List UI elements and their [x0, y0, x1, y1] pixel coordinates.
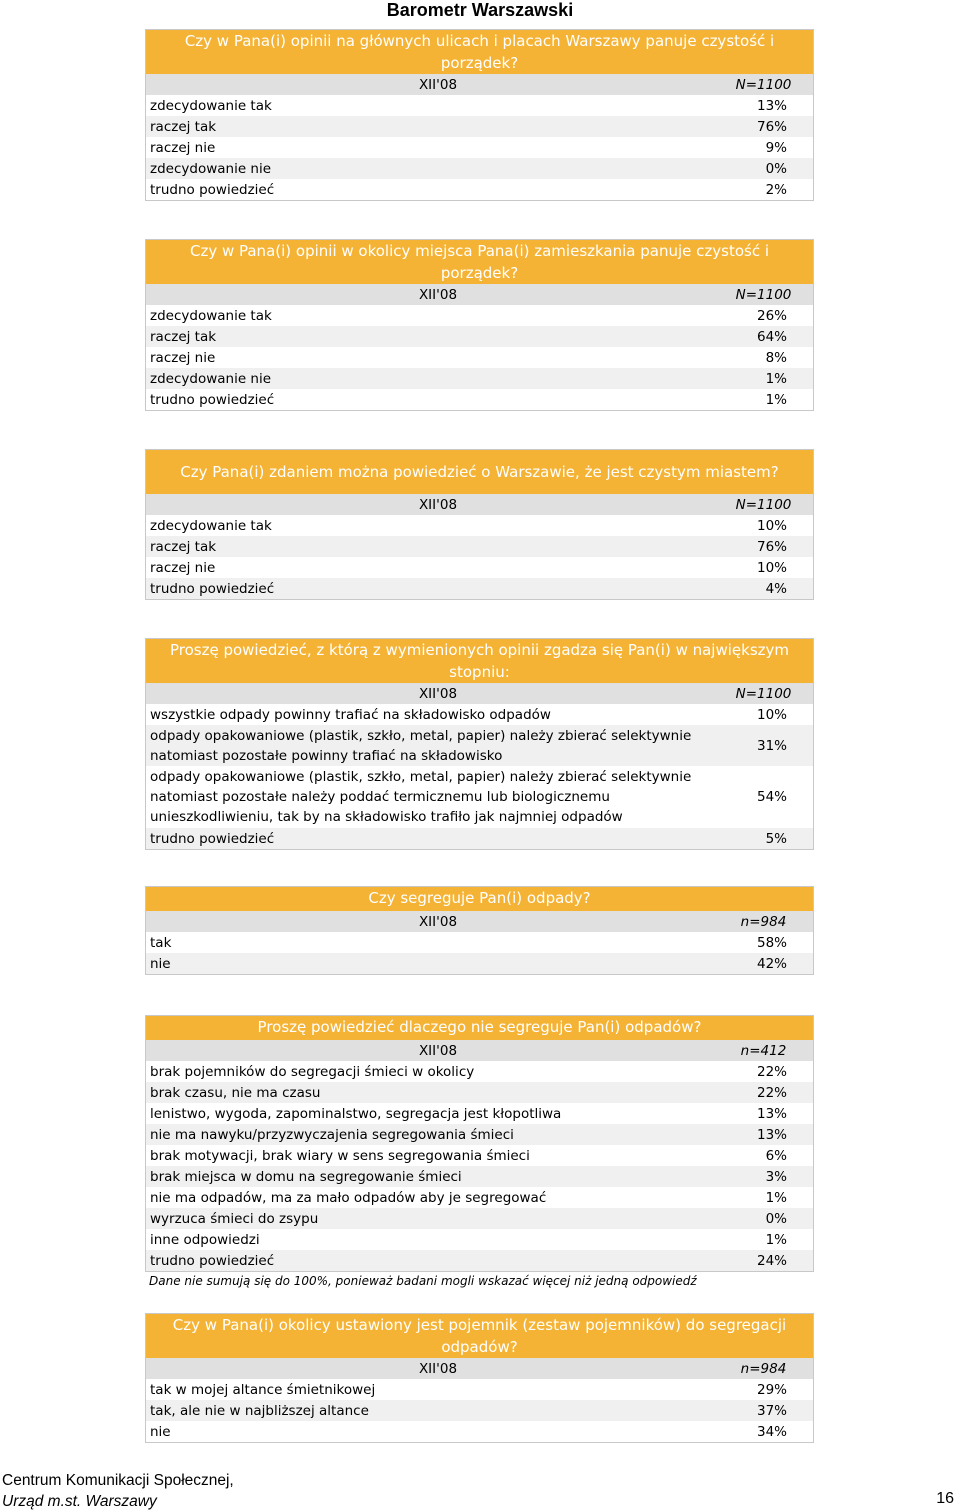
answer-label: wszystkie odpady powinny trafiać na składowisko odpadów: [150, 706, 551, 723]
answer-value: 76%: [756, 118, 787, 135]
answer-label: raczej tak: [150, 328, 217, 345]
table-row: [146, 179, 813, 200]
survey-period: XII'08: [418, 913, 458, 930]
answer-label: lenistwo, wygoda, zapominalstwo, segregacja jest kłopotliwa: [150, 1105, 562, 1122]
answer-value: 1%: [765, 1189, 787, 1206]
answer-label: raczej nie: [150, 139, 216, 156]
table-row: [146, 158, 813, 179]
answer-label: trudno powiedzieć: [150, 391, 275, 408]
sample-size: n=984: [740, 913, 787, 930]
table-row: [146, 536, 813, 557]
table-row: [146, 389, 813, 410]
question-header: Czy Pana(i) zdaniem można powiedzieć o Warszawie, że jest czystym miastem?: [146, 450, 813, 494]
survey-table-neighbourhood-cleanliness: [145, 239, 814, 411]
table-row: [146, 368, 813, 389]
meta-row: [146, 911, 813, 932]
answer-label: nie ma odpadów, ma za mało odpadów aby je segregować: [150, 1189, 547, 1206]
question-header: Proszę powiedzieć dlaczego nie segreguje Pan(i) odpadów?: [146, 1016, 813, 1040]
answer-value: 10%: [756, 706, 787, 723]
table-row: [146, 347, 813, 368]
answer-label: zdecydowanie tak: [150, 307, 272, 324]
answer-label: wyrzuca śmieci do zsypu: [150, 1210, 319, 1227]
sample-size: N=1100: [735, 685, 792, 702]
table-row: [146, 1061, 813, 1082]
answer-value: 2%: [765, 181, 787, 198]
footer-line-office: Urząd m.st. Warszawy: [2, 1493, 157, 1510]
answer-value: 31%: [756, 737, 787, 754]
sample-size: n=412: [740, 1042, 787, 1059]
answer-value: 76%: [756, 538, 787, 555]
answer-label: zdecydowanie tak: [150, 517, 272, 534]
table-row: [146, 932, 813, 953]
survey-period: XII'08: [418, 685, 458, 702]
table-row: [146, 1166, 813, 1187]
survey-table-container-availability: [145, 1313, 814, 1443]
survey-period: XII'08: [418, 286, 458, 303]
footnote: Dane nie sumują się do 100%, ponieważ badani mogli wskazać więcej niż jedną odpowiedź: [149, 1274, 697, 1288]
answer-label: raczej tak: [150, 118, 217, 135]
answer-label: trudno powiedzieć: [150, 830, 275, 847]
answer-value: 58%: [756, 934, 787, 951]
answer-value: 1%: [765, 391, 787, 408]
answer-label: zdecydowanie nie: [150, 370, 272, 387]
survey-period: XII'08: [418, 1360, 458, 1377]
sample-size: N=1100: [735, 76, 792, 93]
answer-value: 5%: [765, 830, 787, 847]
answer-value: 13%: [756, 1105, 787, 1122]
table-row: [146, 1187, 813, 1208]
survey-table-clean-city: [145, 449, 814, 600]
table-row: [146, 766, 813, 828]
survey-table-segregates: [145, 886, 814, 975]
survey-period: XII'08: [418, 76, 458, 93]
meta-row: [146, 284, 813, 305]
sample-size: n=984: [740, 1360, 787, 1377]
answer-label: raczej nie: [150, 559, 216, 576]
answer-label: raczej nie: [150, 349, 216, 366]
answer-label: brak pojemników do segregacji śmieci w okolicy: [150, 1063, 475, 1080]
table-row: [146, 578, 813, 599]
answer-label: brak motywacji, brak wiary w sens segregowania śmieci: [150, 1147, 530, 1164]
meta-row: [146, 74, 813, 95]
answer-value: 9%: [765, 139, 787, 156]
table-row: [146, 1103, 813, 1124]
footer-line-organization: Centrum Komunikacji Społecznej,: [2, 1472, 234, 1489]
answer-value: 26%: [756, 307, 787, 324]
answer-value: 1%: [765, 1231, 787, 1248]
page-number: 16: [936, 1490, 954, 1507]
answer-label: nie: [150, 1423, 171, 1440]
table-row: [146, 305, 813, 326]
table-row: [146, 1208, 813, 1229]
answer-value: 64%: [756, 328, 787, 345]
sample-size: N=1100: [735, 286, 792, 303]
answer-label: inne odpowiedzi: [150, 1231, 260, 1248]
answer-label: trudno powiedzieć: [150, 181, 275, 198]
footer: [2, 1470, 234, 1512]
table-row: [146, 1400, 813, 1421]
answer-label: tak, ale nie w najbliższej altance: [150, 1402, 369, 1419]
meta-row: [146, 1040, 813, 1061]
answer-label: trudno powiedzieć: [150, 580, 275, 597]
answer-label: brak miejsca w domu na segregowanie śmieci: [150, 1168, 462, 1185]
table-row: [146, 725, 813, 766]
survey-period: XII'08: [418, 1042, 458, 1059]
answer-value: 6%: [765, 1147, 787, 1164]
answer-value: 13%: [756, 97, 787, 114]
table-row: [146, 137, 813, 158]
meta-row: [146, 494, 813, 515]
document-title: Barometr Warszawski: [386, 0, 574, 20]
survey-table-street-cleanliness: [145, 29, 814, 201]
answer-value: 8%: [765, 349, 787, 366]
answer-label: zdecydowanie tak: [150, 97, 272, 114]
survey-table-waste-opinion: [145, 638, 814, 850]
answer-label: odpady opakowaniowe (plastik, szkło, metal, papier) należy zbierać selektywnie natomiast pozostałe należy poddać termicznemu lub biologicznemu unieszkodliwieniu, tak by na składowisko trafiło jak najmniej odpadów: [150, 769, 692, 825]
table-row: [146, 95, 813, 116]
answer-label: tak w mojej altance śmietnikowej: [150, 1381, 376, 1398]
question-header: Czy segreguje Pan(i) odpady?: [146, 887, 813, 911]
answer-value: 4%: [765, 580, 787, 597]
table-row: [146, 557, 813, 578]
answer-value: 29%: [756, 1381, 787, 1398]
table-row: [146, 1379, 813, 1400]
question-header: Proszę powiedzieć, z którą z wymienionych opinii zgadza się Pan(i) w największym stopniu:: [146, 639, 813, 683]
survey-period: XII'08: [418, 496, 458, 513]
answer-value: 22%: [756, 1063, 787, 1080]
answer-label: trudno powiedzieć: [150, 1252, 275, 1269]
table-row: [146, 1421, 813, 1442]
table-row: [146, 828, 813, 849]
answer-label: nie: [150, 955, 171, 972]
answer-value: 1%: [765, 370, 787, 387]
question-header: Czy w Pana(i) opinii na głównych ulicach i placach Warszawy panuje czystość i porządek?: [146, 30, 813, 74]
answer-value: 10%: [756, 517, 787, 534]
answer-value: 22%: [756, 1084, 787, 1101]
survey-table-no-segregation-reasons: [145, 1015, 814, 1272]
answer-label: zdecydowanie nie: [150, 160, 272, 177]
table-row: [146, 326, 813, 347]
table-row: [146, 515, 813, 536]
sample-size: N=1100: [735, 496, 792, 513]
meta-row: [146, 1358, 813, 1379]
table-row: [146, 116, 813, 137]
question-header: Czy w Pana(i) okolicy ustawiony jest pojemnik (zestaw pojemników) do segregacji odpadów?: [146, 1314, 813, 1358]
answer-value: 42%: [756, 955, 787, 972]
table-row: [146, 1229, 813, 1250]
answer-value: 24%: [756, 1252, 787, 1269]
answer-value: 0%: [765, 1210, 787, 1227]
answer-value: 3%: [765, 1168, 787, 1185]
answer-label: raczej tak: [150, 538, 217, 555]
table-row: [146, 1082, 813, 1103]
answer-label: odpady opakowaniowe (plastik, szkło, metal, papier) należy zbierać selektywnie natomiast pozostałe powinny trafiać na składowisko: [150, 727, 692, 764]
table-row: [146, 1145, 813, 1166]
answer-value: 54%: [756, 789, 787, 805]
answer-value: 13%: [756, 1126, 787, 1143]
table-row: [146, 1124, 813, 1145]
question-header: Czy w Pana(i) opinii w okolicy miejsca Pana(i) zamieszkania panuje czystość i porządek?: [146, 240, 813, 284]
table-row: [146, 953, 813, 974]
table-row: [146, 1250, 813, 1271]
answer-label: brak czasu, nie ma czasu: [150, 1084, 321, 1101]
table-row: [146, 704, 813, 725]
meta-row: [146, 683, 813, 704]
answer-value: 0%: [765, 160, 787, 177]
answer-value: 10%: [756, 559, 787, 576]
answer-value: 37%: [756, 1402, 787, 1419]
answer-label: nie ma nawyku/przyzwyczajenia segregowania śmieci: [150, 1126, 514, 1143]
answer-value: 34%: [756, 1423, 787, 1440]
answer-label: tak: [150, 934, 172, 951]
